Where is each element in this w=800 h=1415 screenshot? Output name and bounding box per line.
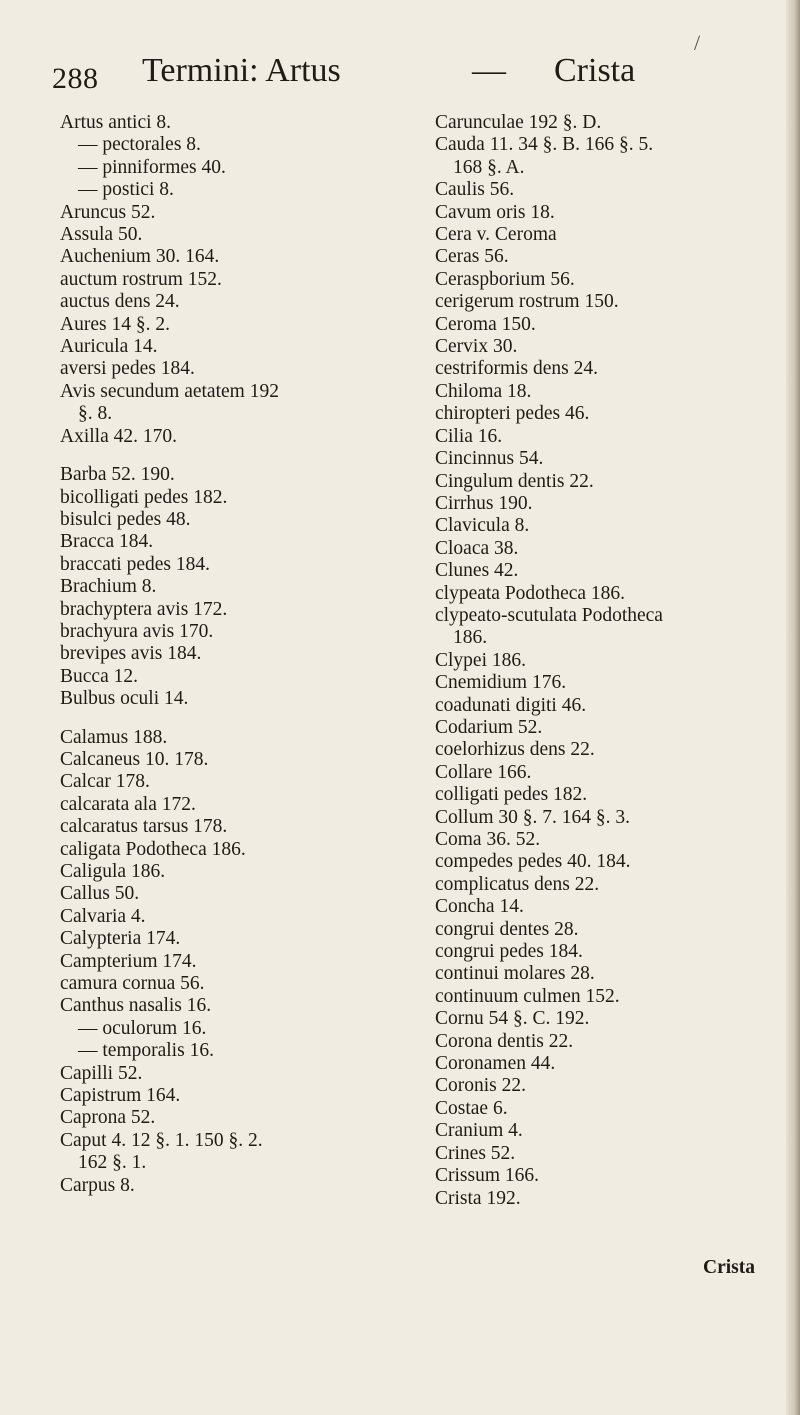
index-entry: Capistrum 164. (60, 1085, 181, 1107)
index-entry: Coronis 22. (435, 1075, 527, 1097)
index-entry: Cornu 54 §. C. 192. (435, 1008, 590, 1030)
index-entry: Caput 4. 12 §. 1. 150 §. 2. (60, 1129, 263, 1151)
index-entry: Chiloma 18. (435, 380, 532, 402)
index-entry: Cnemidium 176. (435, 672, 567, 694)
index-entry: Aures 14 §. 2. (60, 313, 170, 335)
index-entry: Avis secundum aetatem 192 (60, 380, 279, 402)
index-entry: Cervix 30. (435, 336, 518, 358)
index-entry: chiropteri pedes 46. (435, 403, 590, 425)
index-entry: Canthus nasalis 16. (60, 995, 212, 1017)
index-entry: Campterium 174. (60, 950, 197, 972)
section-gap (60, 711, 390, 727)
index-entry: calcaratus tarsus 178. (60, 816, 228, 838)
running-header (52, 30, 752, 102)
index-entry: — pinniformes 40. (78, 156, 226, 178)
index-entry: 168 §. A. (453, 156, 525, 178)
index-entry: coelorhizus dens 22. (435, 739, 595, 761)
index-entry: Cirrhus 190. (435, 492, 533, 514)
index-entry: cerigerum rostrum 150. (435, 291, 619, 313)
index-entry: Caligula 186. (60, 861, 166, 882)
page-edge (786, 0, 800, 1415)
index-entry: continui molares 28. (435, 963, 595, 985)
index-entry: clypeata Podotheca 186. (435, 582, 626, 604)
index-entry: Codarium 52. (435, 716, 543, 738)
section-gap (60, 448, 390, 464)
index-entry: Carunculae 192 §. D. (435, 112, 602, 133)
index-entry: Coma 36. 52. (435, 829, 541, 850)
heading-separator: — (472, 52, 506, 89)
index-entry: Ceras 56. (435, 246, 509, 268)
index-entry: Coronamen 44. (435, 1053, 556, 1075)
index-entry: coadunati digiti 46. (435, 694, 587, 716)
index-entry: Barba 52. 190. (60, 464, 175, 486)
index-entry: Assula 50. (60, 224, 143, 246)
index-entry: Concha 14. (435, 896, 524, 918)
left-heading: Termini: Artus (142, 52, 341, 89)
index-entry: camura cornua 56. (60, 973, 205, 995)
index-entry: Bucca 12. (60, 665, 138, 687)
index-entry: Cauda 11. 34 §. B. 166 §. 5. (435, 134, 654, 156)
index-entry: Cera v. Ceroma (435, 224, 557, 246)
index-entry: Calcaneus 10. 178. (60, 748, 209, 770)
index-entry: aversi pedes 184. (60, 358, 195, 380)
margin-mark: / (694, 30, 701, 55)
index-entry: Bracca 184. (60, 531, 154, 553)
index-entry: Calcar 178. (60, 771, 150, 793)
index-entry: bicolligati pedes 182. (60, 486, 228, 508)
index-entry: colligati pedes 182. (435, 784, 588, 806)
index-entry: compedes pedes 40. 184. (435, 851, 631, 873)
index-entry: Corona dentis 22. (435, 1030, 574, 1052)
index-entry: 162 §. 1. (78, 1152, 147, 1174)
index-entry: clypeato-scutulata Podotheca (435, 604, 663, 626)
index-entry: calcarata ala 172. (60, 793, 196, 815)
index-entry: Crissum 166. (435, 1165, 540, 1187)
index-entry: — oculorum 16. (78, 1017, 207, 1039)
index-entry: Cincinnus 54. (435, 448, 544, 470)
index-entry: 186. (453, 627, 488, 649)
index-entry: Cilia 16. (435, 425, 503, 447)
index-entry: congrui pedes 184. (435, 941, 583, 963)
index-entry: auctum rostrum 152. (60, 268, 222, 290)
index-entry: brachyptera avis 172. (60, 598, 228, 620)
index-column-right (435, 112, 785, 1210)
index-entry: Aruncus 52. (60, 201, 156, 223)
index-entry: §. 8. (78, 403, 113, 425)
index-entry: Calamus 188. (60, 726, 168, 748)
index-entry: Costae 6. (435, 1097, 508, 1119)
index-entry: Calvaria 4. (60, 905, 146, 927)
index-entry: bisulci pedes 48. (60, 508, 191, 530)
index-entry: brevipes avis 184. (60, 643, 202, 665)
index-entry: continuum culmen 152. (435, 985, 620, 1007)
index-entry: Ceraspborium 56. (435, 268, 575, 290)
index-entry: Clunes 42. (435, 560, 519, 582)
index-entry: — pectorales 8. (78, 134, 201, 156)
index-entry: cestriformis dens 24. (435, 358, 599, 380)
index-entry: Brachium 8. (60, 576, 157, 598)
index-entry: Crista 192. (435, 1187, 521, 1209)
index-entry: congrui dentes 28. (435, 918, 579, 940)
index-entry: Auricula 14. (60, 336, 158, 358)
page-number: 288 (52, 62, 99, 95)
index-entry: auctus dens 24. (60, 291, 180, 313)
right-heading: Crista (554, 52, 636, 89)
index-entry: Capilli 52. (60, 1062, 143, 1084)
index-entry: Ceroma 150. (435, 313, 536, 335)
index-entry: Callus 50. (60, 883, 140, 905)
index-entry: braccati pedes 184. (60, 553, 210, 575)
index-entry: brachyura avis 170. (60, 620, 214, 642)
index-entry: Caprona 52. (60, 1107, 156, 1129)
index-entry: Cranium 4. (435, 1120, 523, 1142)
index-column-left (60, 112, 390, 1197)
index-entry: complicatus dens 22. (435, 873, 600, 895)
index-entry: Cavum oris 18. (435, 201, 555, 223)
index-entry: Artus antici 8. (60, 112, 172, 133)
catchword: Crista (703, 1257, 755, 1278)
index-entry: caligata Podotheca 186. (60, 838, 246, 860)
index-entry: Collum 30 §. 7. 164 §. 3. (435, 806, 631, 828)
index-entry: Clypei 186. (435, 649, 526, 671)
index-entry: Axilla 42. 170. (60, 425, 177, 447)
index-entry: — postici 8. (78, 179, 174, 201)
index-entry: Auchenium 30. 164. (60, 246, 220, 268)
index-entry: Calypteria 174. (60, 928, 181, 950)
index-entry: Cloaca 38. (435, 537, 519, 559)
index-entry: Carpus 8. (60, 1174, 135, 1196)
index-entry: Clavicula 8. (435, 515, 530, 537)
index-entry: — temporalis 16. (78, 1040, 214, 1062)
index-entry: Caulis 56. (435, 179, 515, 201)
index-entry: Cingulum dentis 22. (435, 470, 594, 492)
index-entry: Crines 52. (435, 1142, 516, 1164)
index-entry: Bulbus oculi 14. (60, 688, 189, 710)
index-entry: Collare 166. (435, 761, 532, 783)
